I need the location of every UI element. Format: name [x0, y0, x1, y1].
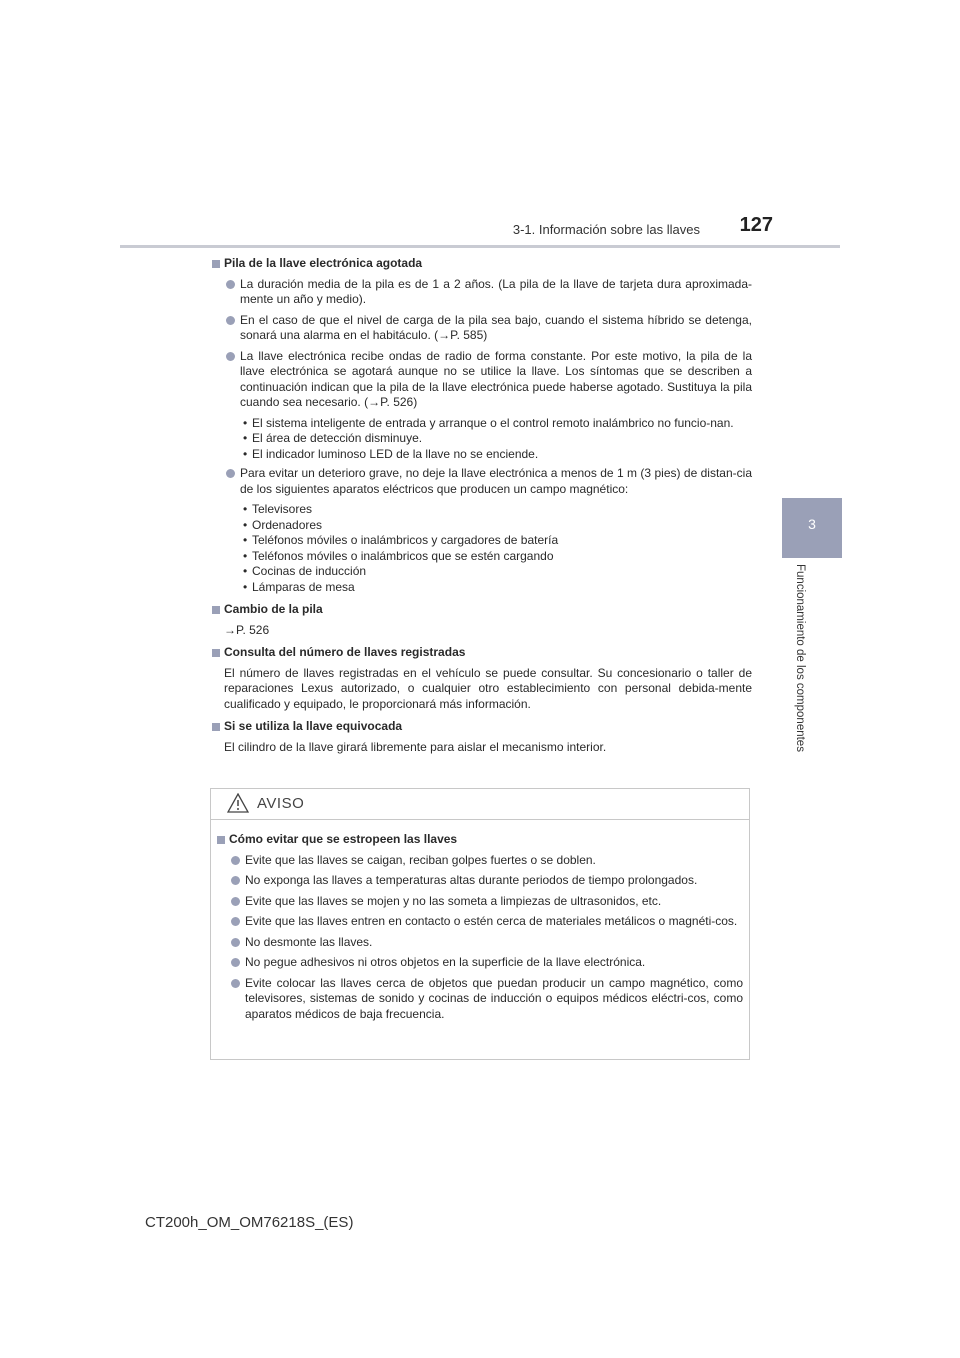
sub-item: • Teléfonos móviles o inalámbricos que se estén cargando [243, 548, 554, 563]
section-heading: Consulta del número de llaves registradas [212, 645, 752, 661]
square-bullet-icon [212, 649, 220, 657]
warning-item: Evite colocar las llaves cerca de objetos que puedan producir un campo magnético, como televisores, sistemas de sonido y cocinas de inducción o equipos médicos eléctri-cos, como aparatos médicos de baja frecuencia. [217, 976, 743, 1023]
warning-heading: Cómo evitar que se estropeen las llaves [217, 832, 743, 848]
dot-icon: • [243, 446, 248, 461]
warning-item: No exponga las llaves a temperaturas altas durante periodos de tiempo prolongados. [217, 873, 743, 889]
sub-list [212, 416, 752, 463]
warning-box [210, 788, 750, 1060]
square-bullet-icon [212, 606, 220, 614]
dot-icon: • [243, 415, 248, 430]
warning-item: No desmonte las llaves. [217, 935, 743, 951]
paragraph: El cilindro de la llave girará libremente para aislar el mecanismo interior. [224, 739, 607, 754]
page-number: 127 [739, 214, 773, 236]
circle-bullet-icon [231, 856, 240, 865]
bullet-item: En el caso de que el nivel de carga de la pila sea bajo, cuando el sistema híbrido se detenga, sonará una alarma en el habitáculo. (→P. 585) [212, 313, 752, 344]
dot-icon: • [243, 564, 248, 578]
section-heading: Si se utiliza la llave equivocada [212, 719, 752, 735]
section-title: 3-1. Información sobre las llaves [512, 222, 700, 237]
dot-icon: • [243, 517, 248, 532]
main-content [212, 256, 752, 760]
cross-reference: →P. 526 [224, 622, 270, 637]
section-heading: Cambio de la pila [212, 602, 752, 618]
circle-bullet-icon [226, 280, 235, 289]
circle-bullet-icon [231, 897, 240, 906]
circle-bullet-icon [231, 876, 240, 885]
square-bullet-icon [217, 836, 225, 844]
warning-title-bar [211, 789, 749, 820]
chapter-label: Funcionamiento de los componentes [794, 564, 806, 752]
warning-item: No pegue adhesivos ni otros objetos en la superficie de la llave electrónica. [217, 955, 743, 971]
circle-bullet-icon [231, 938, 240, 947]
paragraph: El número de llaves registradas en el vehículo se puede consultar. Su concesionario o taller de reparaciones Lexus autorizado, o cualquier otro establecimiento con personal debida-mente cualificado y equipado, le proporcionará más información. [224, 665, 752, 711]
bullet-item: La llave electrónica recibe ondas de radio de forma constante. Por este motivo, la pila de la llave electrónica se agotará aunque no se utilice la llave. Los síntomas que se describen a continuación indican que la pila de la llave electrónica puede haberse agotado. Sustituya la pila cuando sea necesario. (→P. 526) [212, 349, 752, 411]
warning-item: Evite que las llaves se caigan, reciban golpes fuertes o se doblen. [217, 853, 743, 869]
warning-item: Evite que las llaves se mojen y no las someta a limpiezas de ultrasonidos, etc. [217, 894, 743, 910]
chapter-tab [782, 498, 842, 558]
circle-bullet-icon [231, 917, 240, 926]
header-rule [120, 245, 840, 248]
sub-item: • El sistema inteligente de entrada y arranque o el control remoto inalámbrico no funcio-nan. [243, 415, 734, 430]
warning-triangle-icon [227, 793, 249, 813]
sub-item: • El indicador luminoso LED de la llave no se enciende. [243, 446, 539, 461]
bullet-item: Para evitar un deterioro grave, no deje la llave electrónica a menos de 1 m (3 pies) de distan-cia de los siguientes aparatos eléctricos que producen un campo magnético: [212, 466, 752, 497]
chapter-label-container [794, 564, 814, 779]
sub-item: • Ordenadores [243, 517, 323, 532]
circle-bullet-icon [226, 352, 235, 361]
warning-title: AVISO [257, 795, 305, 812]
dot-icon: • [243, 533, 248, 547]
sub-item: • Teléfonos móviles o inalámbricos y cargadores de batería [243, 533, 559, 547]
bullet-item: La duración media de la pila es de 1 a 2 años. (La pila de la llave de tarjeta dura aproximada-mente un año y medio). [212, 277, 752, 308]
section-heading: Pila de la llave electrónica agotada [212, 256, 752, 272]
circle-bullet-icon [231, 958, 240, 967]
square-bullet-icon [212, 260, 220, 268]
page-header [120, 214, 840, 248]
dot-icon: • [243, 579, 248, 594]
chapter-number: 3 [808, 516, 816, 532]
circle-bullet-icon [226, 316, 235, 325]
document-code: CT200h_OM_OM76218S_(ES) [145, 1214, 354, 1231]
sub-item: • Televisores [243, 502, 313, 516]
circle-bullet-icon [231, 979, 240, 988]
sub-item: • El área de detección disminuye. [243, 431, 423, 445]
warning-item: Evite que las llaves entren en contacto o estén cerca de materiales metálicos o magnéti-cos. [217, 914, 743, 930]
sub-list [212, 502, 752, 595]
circle-bullet-icon [226, 469, 235, 478]
square-bullet-icon [212, 723, 220, 731]
warning-body [211, 820, 749, 1022]
sub-item: • Cocinas de inducción [243, 564, 367, 578]
dot-icon: • [243, 502, 248, 516]
dot-icon: • [243, 431, 248, 445]
dot-icon: • [243, 548, 248, 563]
sub-item: • Lámparas de mesa [243, 579, 355, 594]
